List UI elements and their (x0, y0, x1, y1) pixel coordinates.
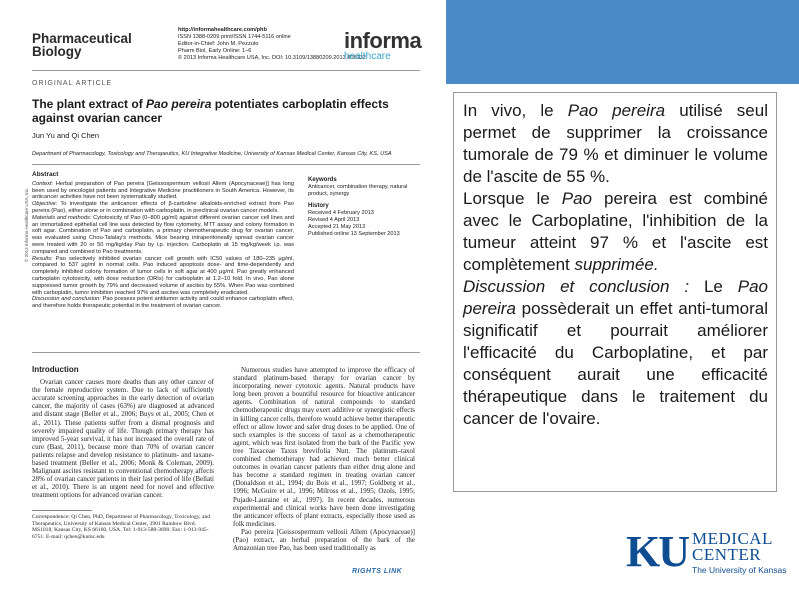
top-accent-bar (446, 0, 799, 84)
article-authors: Jun Yu and Qi Chen (32, 131, 99, 140)
vertical-copyright: © 2013 Informa Healthcare USA, Inc. (24, 187, 29, 262)
intro-column-1: Introduction Ovarian cancer causes more deaths than any other cancer of the female reproductive system. Due to lack of sufficiently accurate screening approaches in the early detection of ovarian cancer, the majority of cases (63%) are diagnosed at advanced and distant stage (Beller et al., 2006; Buys et al., 2005; Chen et al., 2011). These patients suffer from a dismal prognosis and severely impaired quality of life. Though primary therapy has improved 5-year survival, it has not increased the overall rate of cure (Bast, 2011), because more than 70% of ovarian cancer patients relapse and develop resistance to platinum- and taxane-based treatment (Beller et al., 2006; Monk & Coleman, 2009). Malignant ascites resistant to conventional chemotherapy affects 28% of ovarian cancer patients in their last period of life (Bellati et al., 2010). There is an urgent need for novel and effective treatment options for advanced ovarian cancer. (32, 365, 214, 500)
ku-medical-center-logo (620, 522, 792, 582)
summary-box (453, 92, 777, 492)
history-list: Received 4 February 2013 Revised 4 April 2013 Accepted 21 May 2013 Published online 13 September 2013 (308, 210, 400, 237)
correspondence-note: Correspondence: Qi Chen, PhD, Department of Pharmacology, Toxicology, and Therapeutics, University of Kansas Medical Center, 3901 Rainbow Blvd. MS1018, Kansas City, KS 66160, USA. Tel: 1-913-588-3690. Fax: 1-913-945-6751. E-mail: qchen@kumc.edu (32, 514, 211, 540)
logo-line-medical: MEDICAL (692, 529, 773, 548)
header-divider (32, 70, 420, 71)
logo-line-center: CENTER (692, 545, 762, 564)
summary-paragraph-1: In vivo, le Pao pereira utilisé seul permet de supprimer la croissance tumorale de 79 % et diminuer le volume de l'ascite de 55 %. (463, 101, 768, 186)
publisher-logo: informa healthcare (344, 28, 422, 62)
summary-paragraph-2: Lorsque le Pao pereira est combiné avec le Carboplatine, l'inhibition de la tumeur atteint 97 % et l'ascite est complètement supprimée. (463, 189, 768, 274)
journal-header-info: http://informahealthcare.com/phb ISSN 1388-0209 print/ISSN 1744-5116 online Editor-in-Chief: John M. Pezzuto Pharm Biol, Early Online: 1–6 © 2013 Informa Healthcare USA, Inc. DOI: 10.3109/13880209.2013.808232 (178, 27, 366, 61)
article-affiliation: Department of Pharmacology, Toxicology and Therapeutics, KU Integrative Medicine, University of Kansas Medical Center, Kansas City, KS, USA (32, 151, 392, 157)
article-metadata (308, 175, 428, 237)
intro-column-2: Numerous studies have attempted to improve the efficacy of standard platinum-based therapy for ovarian cancer by incorporating newer cytotoxic agents. Natural products have long been proven a bountiful resource for bioactive anticancer agents. Combination of natural compounds to standard chemotherapeutic drugs may exert additive or synergistic effects in killing cancer cells, therefore would achieve better therapeutic effect or allow lower and safer drug doses to be applied. One of such examples is the success of taxol as a chemotherapeutic agent, which was first isolated from the bark of the Pacific yew tree Taxaceae Taxus brevifolia Nutt. The platinum–taxol combined chemotherapy had achieved much better clinical outcomes in ovarian cancer patients than either drug alone and has become a standard regimen in treating ovarian cancer (Donaldson et al., 1994; du Bois et al., 1997; Goldberg et al., 1996; McGuire et al., 1996; Milross et al., 1995; Ozols, 1995; Pujade-Lauraine et al., 1997). In recent decades, numerous experimental and clinical works have been done investigating the anticancer effects of plant extracts, especially those used as folk medicines. Pao pereira [Geissospermum vellosii Allem (Apocynaceae)] (Pao) extract, an herbal preparation of the bark of the Amazonian tree Pao, has been used traditionally as (233, 366, 415, 553)
abstract-methods: Materials and methods: Cytotoxicity of Pao (0–800 µg/ml) against different ovarian cancer cell lines and an immortalized epithelial cell line was detected by flow cytometry, MTT assay and colony formation in soft agar. Combination of Pao and carboplatin, a primary chemotherapeutic drug for ovarian cancer, was evaluated using Chou-Talalay's methods. Mice bearing intraperitoneally spread ovarian cancer were treated with 20 or 50 mg/kg/day Pao by i.p. injection. Carboplatin at 15 mg/kg/week i.p. was compared and combined to Pao treatments. (32, 214, 294, 255)
footnote-divider (32, 510, 92, 511)
body-divider (32, 352, 420, 353)
abstract (32, 172, 294, 310)
keywords: Anticancer, combination therapy, natural product, synergy (308, 183, 408, 197)
rightslink-logo: RIGHTS LINK (352, 568, 403, 575)
abstract-divider (32, 164, 420, 165)
abstract-results: Results: Pao selectively inhibited ovarian cancer cell growth with IC50 values of 180–235 µg/ml, compared to 537 µg/ml in normal cells. Pao induced apoptosis dose- and time-dependently and completely inhibited colony formation of tumor cells in soft agar at 400 µg/ml. Pao greatly enhanced carboplatin cytotoxicity, with dose reduction (DRIs) for carboplatin at 1.2–10 fold. In vivo, Pao alone suppressed tumor growth by 79% and decreased volume of ascites by 55%. When Pao was combined with carboplatin, tumor inhibition reached 97% and ascites was completely eradicated. (32, 255, 294, 296)
ku-mark: KU (626, 527, 688, 576)
journal-name: Pharmaceutical Biology (32, 31, 132, 59)
article-title: The plant extract of Pao pereira potentiates carboplatin effects against ovarian cancer (32, 97, 389, 125)
intro-heading: Introduction (32, 365, 79, 374)
section-label: ORIGINAL ARTICLE (32, 80, 113, 87)
abstract-heading: Abstract (32, 171, 59, 178)
abstract-conclusion: Discussion and conclusion: Pao possess potent antitumor activity and could enhance carboplatin effect, and therefore holds therapeutic potential in the treatment of ovarian cancer. (32, 296, 294, 310)
abstract-context: Context: Herbal preparation of Pao pereira [Geissospermum vellosii Allem (Apocynaceae)] has long been used by oncologist patients and Integrative Medicine practitioners in South America. However, its anticancer activities have not been systematically studied. (32, 180, 294, 201)
article-page (26, 0, 446, 595)
summary-paragraph-3: Discussion et conclusion : Le Pao pereira possèderait un effet anti-tumoral significatif et pourrait améliorer l'efficacité du Carboplatine, et par conséquent aurait une efficacité thérapeutique dans le traitement du cancer de l'ovaire. (463, 277, 768, 428)
history-heading: History (308, 203, 329, 210)
abstract-objective: Objective: To investigate the anticancer effects of β-carboline alkaloids-enriched extract from Pao pereira (Pao), either alone or in combination with carboplatin, in preclinical ovarian cancer models. (32, 201, 294, 214)
keywords-heading: Keywords (308, 177, 337, 183)
logo-line-university: The University of Kansas (692, 565, 787, 575)
